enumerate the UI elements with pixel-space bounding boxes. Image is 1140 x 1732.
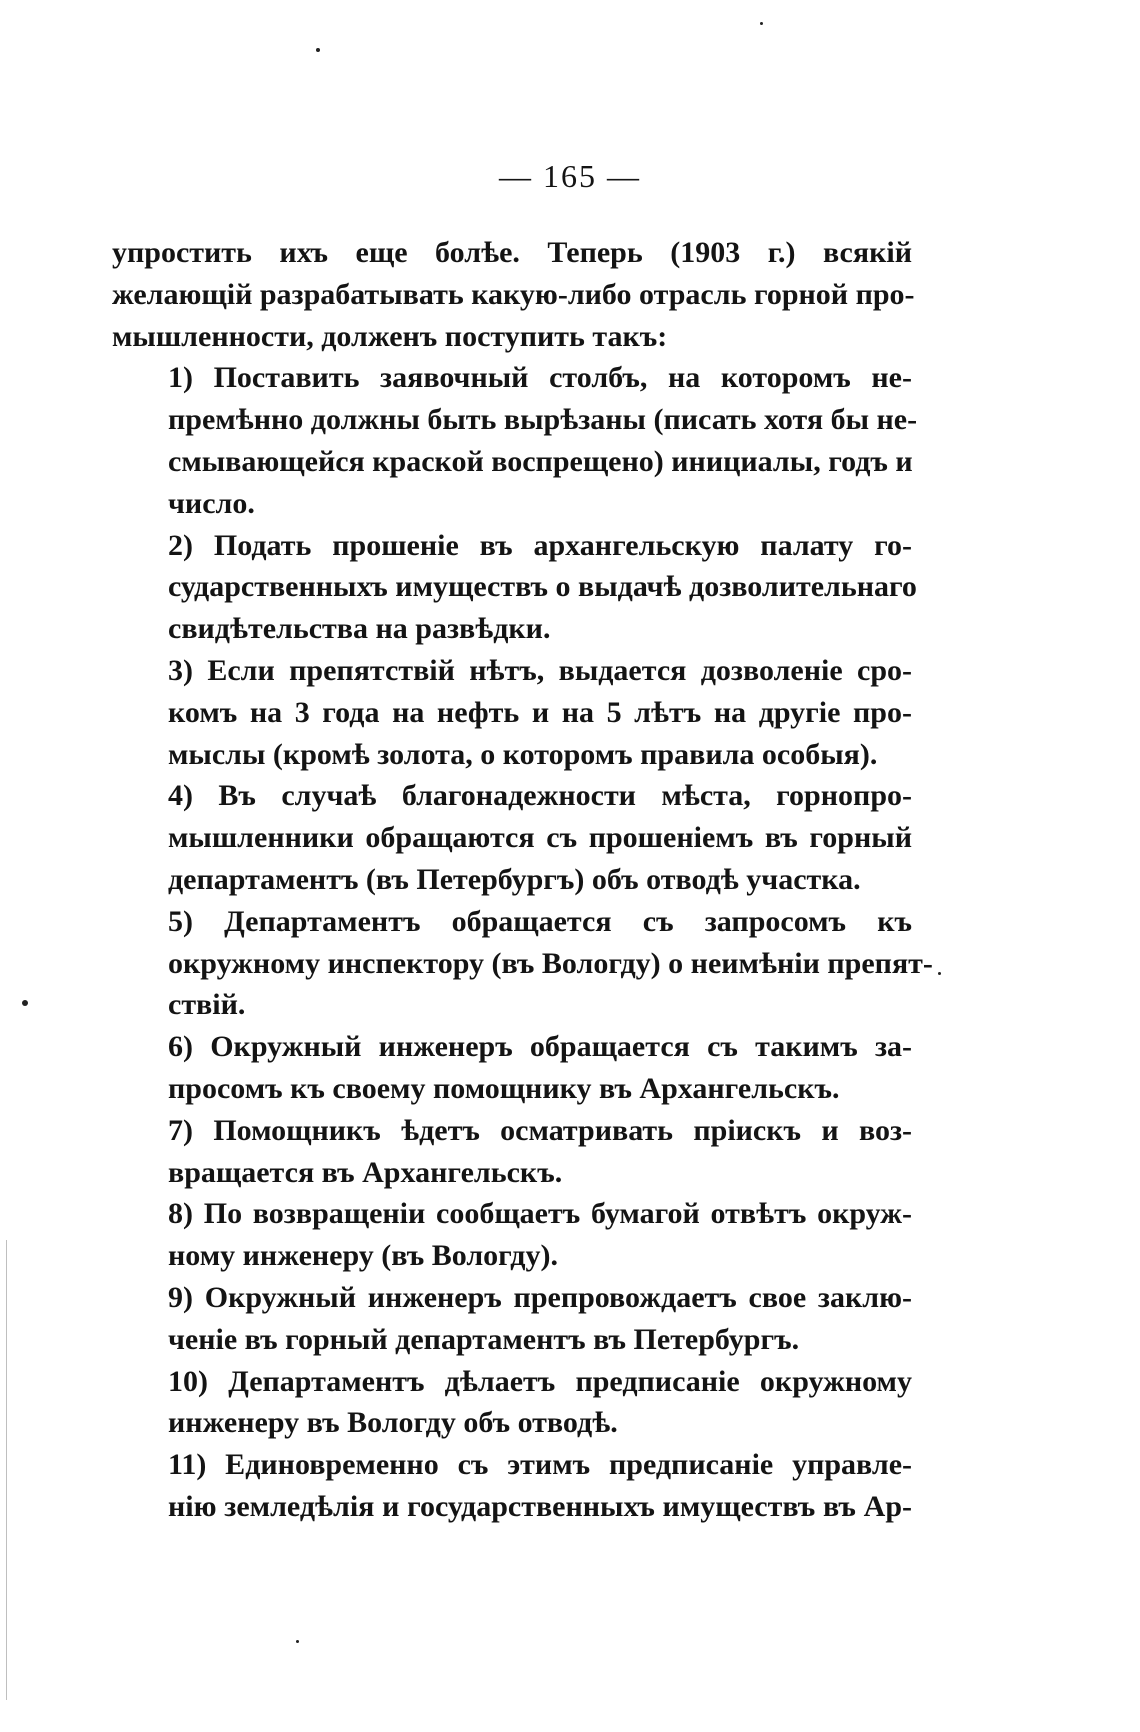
text-line: желающій разрабатывать какую-либо отрасль горной про- [112, 277, 915, 311]
paragraph [112, 357, 918, 524]
paragraph [112, 1026, 912, 1110]
text-line: инженеру въ Вологду объ отводѣ. [168, 1406, 618, 1440]
text-line: окружному инспектору (въ Вологду) о неимѣніи препят- [168, 946, 933, 980]
text-line: ствій. [168, 988, 246, 1022]
paragraph [112, 1444, 912, 1528]
text-line: премѣнно должны быть вырѣзаны (писать хотя бы не- [168, 403, 918, 437]
text-line: вращается въ Архангельскъ. [168, 1155, 563, 1189]
text-line: ченіе въ горный департаментъ въ Петербургъ. [168, 1322, 800, 1356]
paragraph [112, 1277, 912, 1361]
text-line: 2) Подать прошеніе въ архангельскую палату го- [168, 528, 912, 562]
scan-edge-line [6, 1240, 7, 1700]
text-line: 5) Департаментъ обращается съ запросомъ къ [168, 904, 912, 938]
text-line: мыслы (кромѣ золота, о которомъ правила особыя). [168, 737, 878, 771]
text-line: упростить ихъ еще болѣе. Теперь (1903 г.) всякій [112, 236, 912, 269]
paragraph [112, 901, 933, 1026]
page-number: — 165 — [499, 158, 641, 194]
text-line: мышленности, долженъ поступить такъ: [112, 319, 668, 353]
text-line: ному инженеру (въ Вологду). [168, 1239, 558, 1273]
text-line: 7) Помощникъ ѣдетъ осматривать пріискъ и воз- [168, 1113, 912, 1147]
text-line: число. [168, 486, 255, 520]
paragraph [112, 525, 917, 650]
paragraph [112, 232, 915, 357]
text-line: 1) Поставить заявочный столбъ, на которомъ не- [168, 361, 912, 395]
text-line: просомъ къ своему помощнику въ Архангельскъ. [168, 1071, 840, 1105]
paragraph [112, 1193, 912, 1277]
paragraph [112, 1110, 912, 1194]
scan-speck [22, 1000, 28, 1006]
text-line: сударственныхъ имуществъ о выдачѣ дозволительнаго [168, 570, 917, 604]
scan-speck [296, 1640, 299, 1643]
text-line: 11) Единовременно съ этимъ предписаніе управле- [168, 1448, 912, 1482]
text-line: мышленники обращаются съ прошеніемъ въ горный [168, 821, 912, 855]
text-line: 3) Если препятствій нѣтъ, выдается дозволеніе сро- [168, 653, 912, 687]
text-line: 4) Въ случаѣ благонадежности мѣста, горнопро- [168, 779, 912, 813]
text-line: 9) Окружный инженеръ препровождаетъ свое заклю- [168, 1280, 912, 1314]
text-line: 6) Окружный инженеръ обращается съ такимъ за- [168, 1030, 912, 1064]
text-line: 10) Департаментъ дѣлаетъ предписаніе окружному [168, 1364, 912, 1398]
text-line: смывающейся краской воспрещено) инициалы, годъ и [168, 444, 913, 478]
scan-speck [938, 972, 941, 975]
scan-speck [760, 22, 763, 25]
text-line: департаментъ (въ Петербургъ) объ отводѣ участка. [168, 862, 861, 896]
text-line: свидѣтельства на развѣдки. [168, 612, 551, 646]
scan-speck [316, 48, 320, 52]
text-line: нію земледѣлія и государственныхъ имуществъ въ Ар- [168, 1489, 912, 1523]
paragraph [112, 1361, 912, 1445]
paragraph [112, 775, 912, 900]
text-line: комъ на 3 года на нефть и на 5 лѣтъ на другіе про- [168, 695, 912, 729]
body-text [112, 232, 933, 1528]
paragraph [112, 650, 912, 775]
text-line: 8) По возвращеніи сообщаетъ бумагой отвѣтъ окруж- [168, 1197, 912, 1231]
